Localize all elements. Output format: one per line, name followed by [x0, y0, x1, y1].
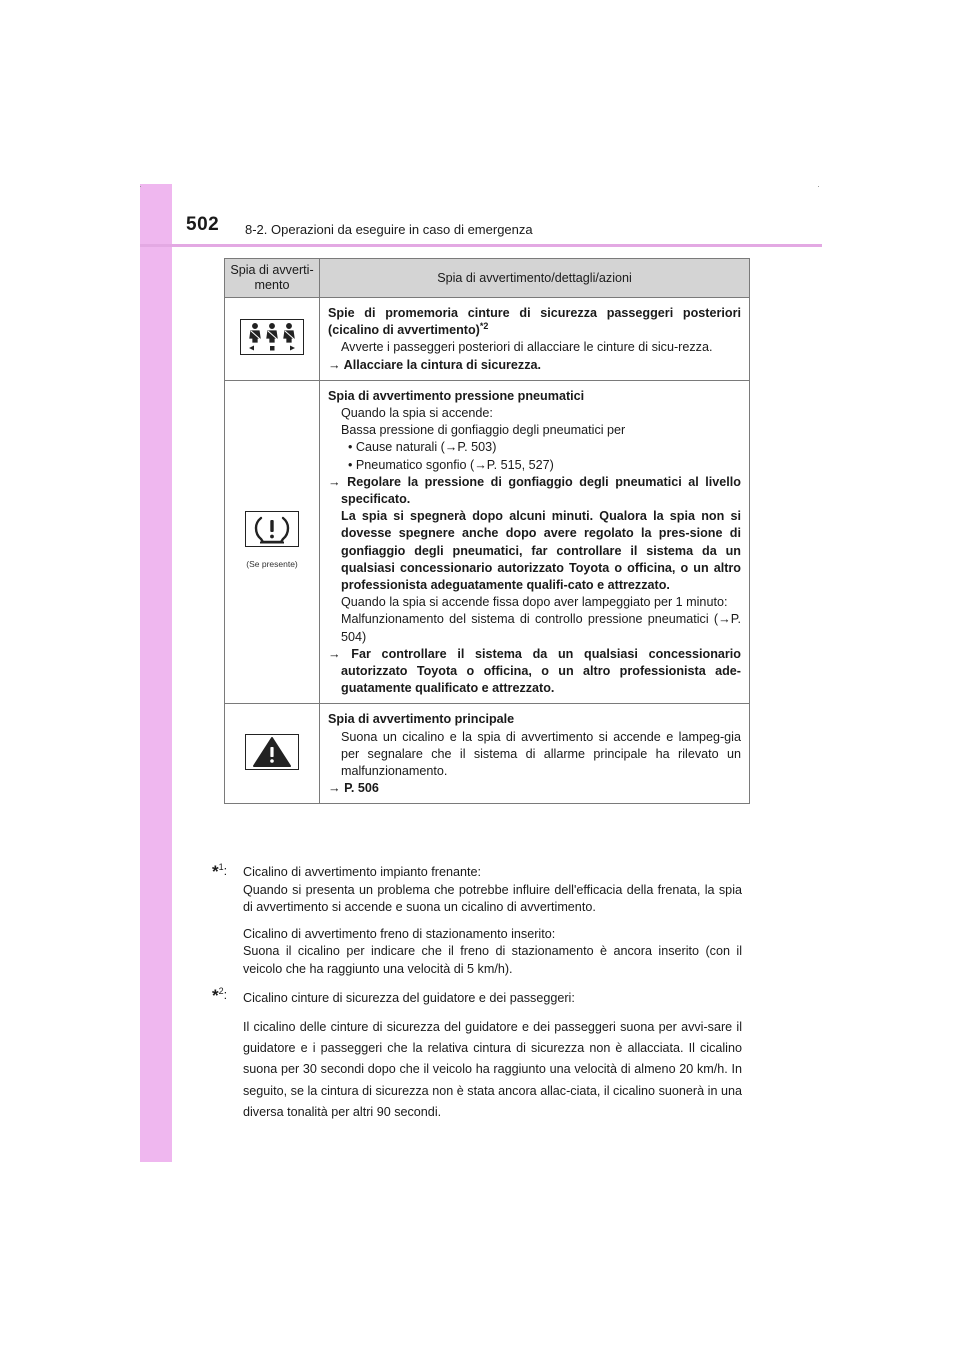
row-heading: Spie di promemoria cinture di sicurezza passeggeri posteriori (cicalino di avvertimento) [328, 306, 741, 338]
row-text: Malfunzionamento del sistema di controllo pressione pneumatici (→P. 504) [341, 612, 741, 644]
bullet-item: • Pneumatico sgonfio (→P. 515, 527) [348, 457, 554, 472]
master-warning-icon [245, 734, 299, 770]
arrow-icon: → [328, 781, 341, 796]
footnote-paragraph: Suona il cicalino per indicare che il freno di stazionamento è ancora inserito (con il veicolo che ha raggiunto una velocità di 5 km/h). [243, 944, 742, 976]
tire-pressure-warning-icon [245, 511, 299, 547]
footnote-paragraph: Cicalino cinture di sicurezza del guidatore e dei passeggeri: [243, 990, 575, 1005]
footnote-mark: * [212, 985, 219, 1005]
footnote-number: 2 [218, 985, 224, 996]
row-text: Bassa pressione di gonfiaggio degli pneumatici per [341, 423, 626, 438]
row-action: Allacciare la cintura di sicurezza. [343, 357, 542, 372]
table-header-row [225, 259, 750, 298]
rear-seatbelt-reminder-icon [240, 319, 304, 355]
footnote [212, 861, 742, 979]
crop-mark [818, 186, 819, 187]
footnote-paragraph: Il cicalino delle cinture di sicurezza del guidatore e dei passeggeri suona per avvi-sare il guidatore e i passeggeri che la relativa cintura di sicurezza non è allacciata. Il cicalino suona per 30 secondi dopo che il veicolo ha raggiunto una velocità di almeno 20 km/h. In seguito, se la cintura di sicurezza non è stata ancora allac-ciata, il cicalino suonerà in una diversa tonalità per altri 90 secondi. [243, 1019, 742, 1120]
row-action: Regolare la pressione di gonfiaggio degli pneumatici al livello specificato. [341, 474, 741, 507]
arrow-icon: → [328, 474, 341, 489]
column-header-details: Spia di avvertimento/dettagli/azioni [320, 259, 750, 298]
footnote-paragraph: Quando si presenta un problema che potrebbe influire dell'efficacia della frenata, la spia di avvertimento si accende e suona un cicalino di avvertimento. [243, 882, 742, 915]
footnote-number: 1 [218, 861, 224, 872]
bullet-item: • Cause naturali (→P. 503) [348, 440, 497, 455]
footnote-paragraph: Cicalino di avvertimento freno di stazionamento inserito: [243, 926, 556, 941]
icon-note: (Se presente) [246, 558, 298, 569]
arrow-icon: → [328, 357, 341, 372]
footnote-paragraph: Cicalino di avvertimento impianto frenante: [243, 865, 482, 879]
arrow-icon: → [328, 646, 341, 661]
row-heading: Spia di avvertimento principale [328, 712, 515, 727]
page-number: 502 [186, 214, 220, 235]
chapter-tab [140, 184, 172, 1162]
warning-light-table [224, 258, 750, 804]
section-title: 8-2. Operazioni da eseguire in caso di emergenza [245, 222, 533, 237]
row-action: P. 506 [344, 781, 379, 796]
column-header-icon: Spia di avverti-mento [225, 259, 320, 298]
row-text: Quando la spia si accende: [341, 406, 493, 421]
footnote-ref: *2 [479, 321, 489, 332]
crop-mark [140, 186, 141, 187]
header-rule [140, 244, 822, 247]
table-row [225, 704, 750, 804]
row-action-continued: La spia si spegnerà dopo alcuni minuti. Qualora la spia non si dovesse spegnere anche dopo avere regolato la pres-sione di gonfiaggio degli pneumatici, far controllare il sistema da un qualsiasi concessionario autorizzato Toyota o officina, o un altro professionista adeguatamente qualifi-cato e attrezzato. [341, 509, 741, 593]
table-row [225, 298, 750, 381]
table-row [225, 380, 750, 704]
row-description: Suona un cicalino e la spia di avvertimento si accende e lampeg-gia per segnalare che il sistema di allarme principale ha rilevato un malfunzionamento. [341, 729, 741, 779]
footnotes [212, 861, 742, 1131]
row-heading: Spia di avvertimento pressione pneumatici [328, 388, 585, 403]
row-text: Quando la spia si accende fissa dopo aver lampeggiato per 1 minuto: [341, 595, 728, 610]
row-description: Avverte i passeggeri posteriori di allacciare le cinture di sicu-rezza. [341, 340, 713, 355]
row-action: Far controllare il sistema da un qualsiasi concessionario autorizzato Toyota o officina, o un altro professionista ade-guatamente qualificato e attrezzato. [341, 646, 741, 696]
footnote-separator: : [223, 864, 228, 878]
footnote-mark: * [212, 862, 219, 881]
footnote [212, 985, 742, 1124]
footnote-separator: : [223, 987, 228, 1002]
